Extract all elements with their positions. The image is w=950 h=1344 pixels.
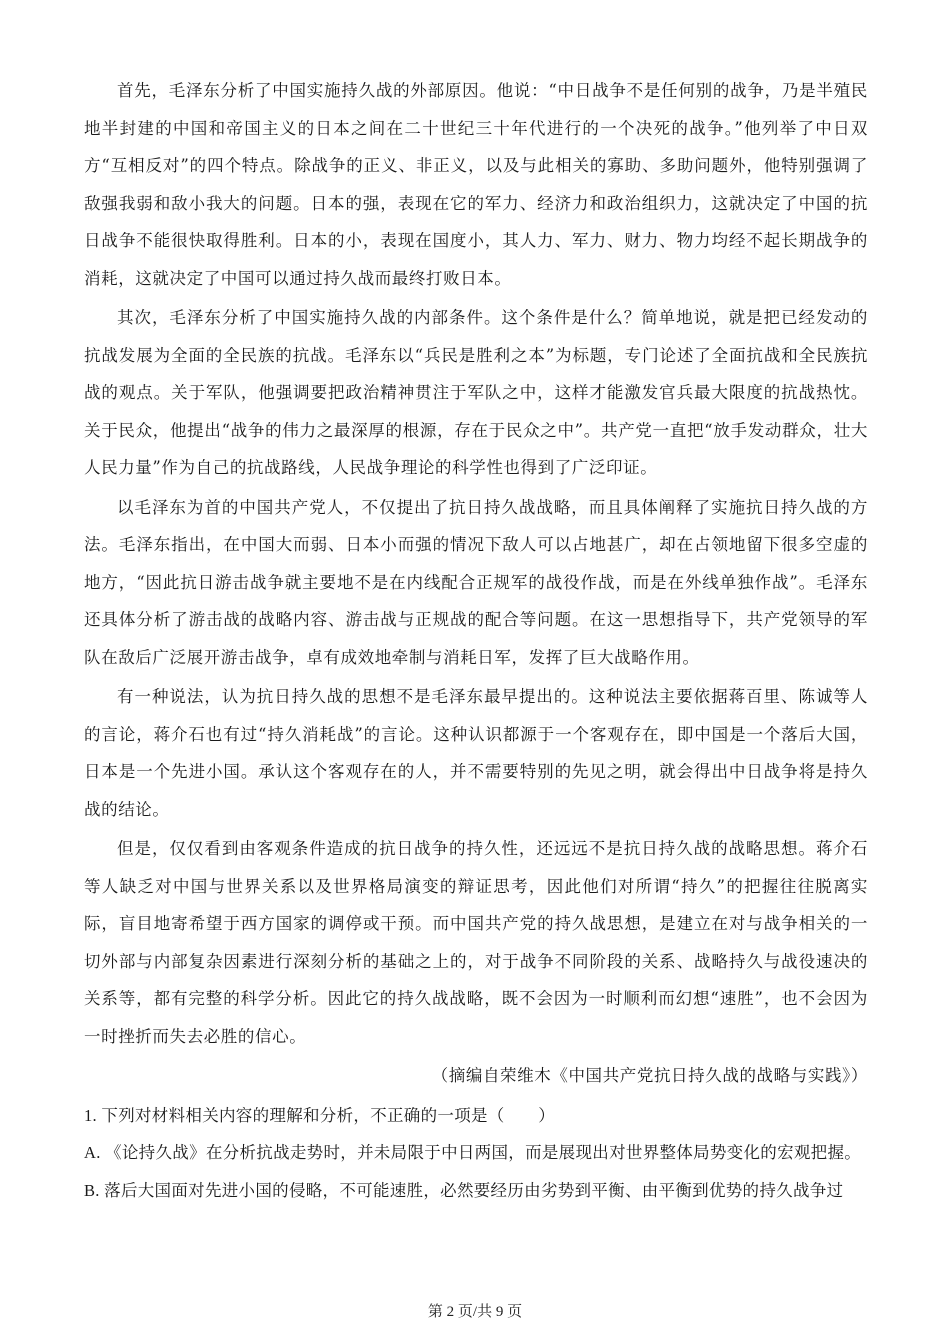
article-body — [84, 72, 868, 1209]
paragraph-1: 首先，毛泽东分析了中国实施持久战的外部原因。他说：“中日战争不是任何别的战争，乃是半殖民地半封建的中国和帝国主义的日本之间在二十世纪三十年代进行的一个决死的战争。”他列举了中日双方“互相反对”的四个特点。除战争的正义、非正义，以及与此相关的寡助、多助问题外，他特别强调了敌强我弱和敌小我大的问题。日本的强，表现在它的军力、经济力和政治组织力，这就决定了中国的抗日战争不能很快取得胜利。日本的小，表现在国度小，其人力、军力、财力、物力均经不起长期战争的消耗，这就决定了中国可以通过持久战而最终打败日本。 — [84, 81, 868, 288]
paragraph-2: 其次，毛泽东分析了中国实施持久战的内部条件。这个条件是什么？简单地说，就是把已经发动的抗战发展为全面的全民族的抗战。毛泽东以“兵民是胜利之本”为标题，专门论述了全面抗战和全民族抗战的观点。关于军队，他强调要把政治精神贯注于军队之中，这样才能激发官兵最大限度的抗战热忱。关于民众，他提出“战争的伟力之最深厚的根源，存在于民众之中”。共产党一直把“放手发动群众，壮大人民力量”作为自己的抗战路线，人民战争理论的科学性也得到了广泛印证。 — [84, 308, 868, 477]
source-citation: （摘编自荣维木《中国共产党抗日持久战的战略与实践》） — [431, 1066, 868, 1085]
option-b: B. 落后大国面对先进小国的侵略，不可能速胜，必然要经历由劣势到平衡、由平衡到优势的持久战争过 — [84, 1180, 844, 1200]
question-block — [84, 1097, 868, 1210]
option-a: A. 《论持久战》在分析抗战走势时，并未局限于中日两国，而是展现出对世界整体局势变化的宏观把握。 — [84, 1143, 862, 1162]
paragraph-4: 有一种说法，认为抗日持久战的思想不是毛泽东最早提出的。这种说法主要依据蒋百里、陈诚等人的言论，蒋介石也有过“持久消耗战”的言论。这种认识都源于一个客观存在，即中国是一个落后大国，日本是一个先进小国。承认这个客观存在的人，并不需要特别的先见之明，就会得出中日战争将是持久战的结论。 — [84, 687, 868, 819]
question-stem: 1. 下列对材料相关内容的理解和分析，不正确的一项是（ ） — [84, 1105, 555, 1125]
paragraph-5: 但是，仅仅看到由客观条件造成的抗日战争的持久性，还远远不是抗日持久战的战略思想。蒋介石等人缺乏对中国与世界关系以及世界格局演变的辩证思考，因此他们对所谓“持久”的把握往往脱离实际，盲目地寄希望于西方国家的调停或干预。而中国共产党的持久战思想，是建立在对与战争相关的一切外部与内部复杂因素进行深刻分析的基础之上的，对于战争不同阶段的关系、战略持久与战役速决的关系等，都有完整的科学分析。因此它的持久战战略，既不会因为一时顺利而幻想“速胜”，也不会因为一时挫折而失去必胜的信心。 — [84, 839, 868, 1046]
page-number-footer: 第 2 页/共 9 页 — [427, 1304, 523, 1320]
paragraph-3: 以毛泽东为首的中国共产党人，不仅提出了抗日持久战战略，而且具体阐释了实施抗日持久战的方法。毛泽东指出，在中国大而弱、日本小而强的情况下敌人可以占地甚广，却在占领地留下很多空虚的地方，“因此抗日游击战争就主要地不是在内线配合正规军的战役作战，而是在外线单独作战”。毛泽东还具体分析了游击战的战略内容、游击战与正规战的配合等问题。在这一思想指导下，共产党领导的军队在敌后广泛展开游击战争，卓有成效地牵制与消耗日军，发挥了巨大战略作用。 — [84, 497, 868, 667]
